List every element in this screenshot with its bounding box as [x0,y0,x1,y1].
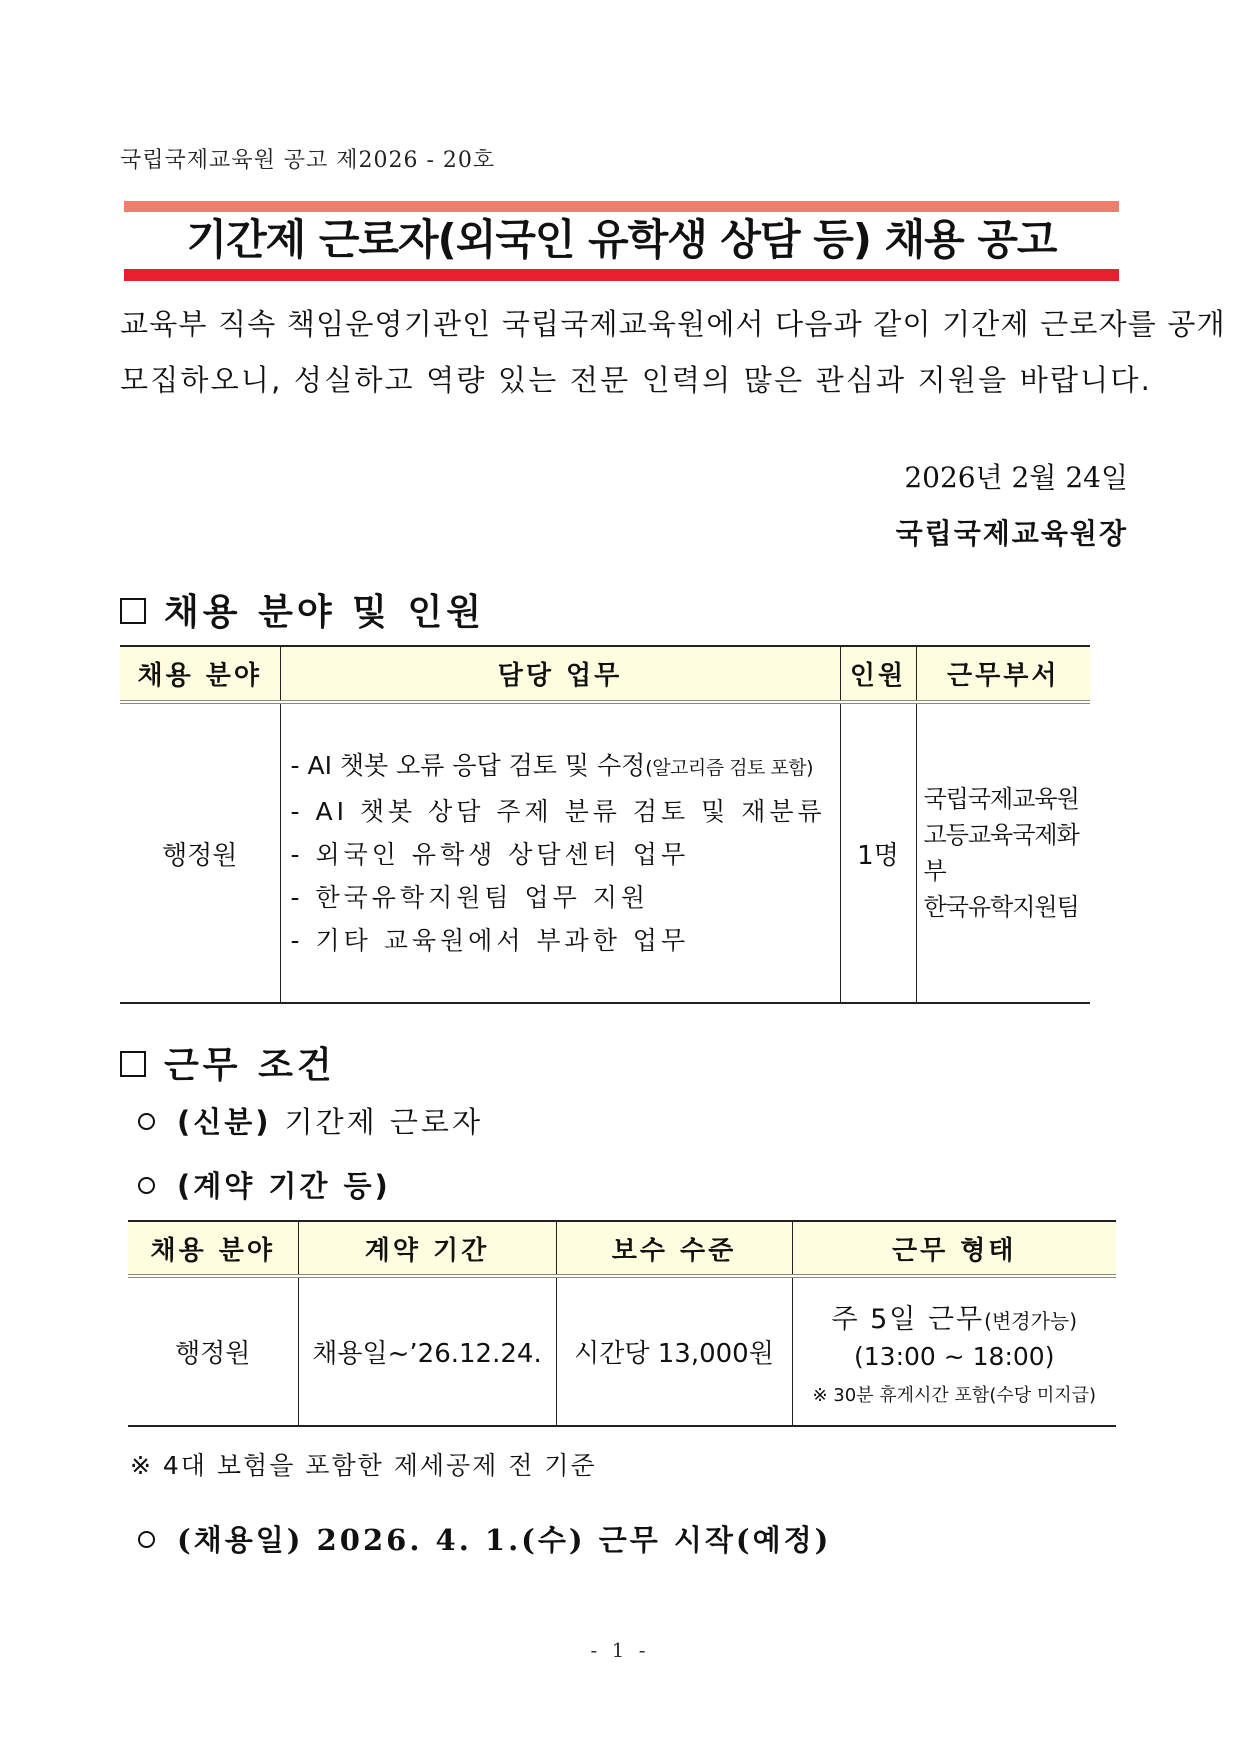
cell-duties [280,702,840,1003]
start-label: (채용일) [177,1523,304,1557]
duty-item [291,744,839,790]
intro-line-2: 모집하오니, 성실하고 역량 있는 전문 인력의 많은 관심과 지원을 바랍니다. [120,363,1153,397]
work-form-text: 주 5일 근무 [831,1303,985,1335]
table-row [120,702,1090,1003]
circle-bullet-icon [138,1113,155,1130]
duty-item: - AI 챗봇 상담 주제 분류 검토 및 재분류 [290,797,826,826]
header-count: 인원 [840,646,916,702]
intro-line-1: 교육부 직속 책임운영기관인 국립국제교육원에서 다음과 같이 기간제 근로자를 공개 [120,307,1226,341]
work-form-note: ※ 30분 휴게시간 포함(수당 미지급) [812,1384,1097,1406]
duty-text: - AI 챗봇 오류 응답 검토 및 수정 [290,751,646,780]
work-form-inline-note: (변경가능) [984,1308,1078,1333]
checkbox-square-icon [120,1051,146,1077]
duty-item: - 기타 교육원에서 부과한 업무 [290,926,690,955]
cell-period: 채용일~’26.12.24. [298,1276,556,1426]
section-title-text: 채용 분야 및 인원 [164,592,486,633]
work-form-main [794,1297,1116,1336]
document-title: 기간제 근로자(외국인 유학생 상담 등) 채용 공고 [186,215,1057,264]
header-field: 채용 분야 [128,1221,298,1276]
header-duties: 담당 업무 [280,646,840,702]
table-row [128,1276,1116,1426]
section-title-conditions [120,1037,336,1088]
bullet-start-date [138,1518,831,1559]
footnote: ※ 4대 보험을 포함한 제세공제 전 기준 [130,1451,597,1480]
header-pay: 보수 수준 [556,1221,792,1276]
table-header-row [120,646,1090,702]
work-hours: (13:00 ~ 18:00) [854,1341,1055,1371]
cell-count: 1명 [840,702,916,1003]
duty-item: - 한국유학지원팀 업무 지원 [290,883,650,912]
contract-label: (계약 기간 등) [177,1169,391,1203]
section-title-recruitment [120,584,485,635]
header-period: 계약 기간 [298,1221,556,1276]
bullet-contract [138,1164,391,1205]
header-department: 근무부서 [916,646,1090,702]
duty-item: - 외국인 유학생 상담센터 업무 [290,840,690,869]
table-header-row [128,1221,1116,1276]
conditions-table [128,1220,1116,1427]
duty-note: (알고리즘 검토 포함) [645,757,814,779]
department-line: 고등교육국제화부 [923,821,1079,885]
department-line: 국립국제교육원 [923,785,1079,813]
cell-field: 행정원 [120,702,280,1003]
status-label: (신분) [177,1105,272,1139]
section-title-text: 근무 조건 [164,1045,336,1086]
title-bar-bottom [124,269,1119,281]
notice-number: 국립국제교육원 공고 제2026 - 20호 [120,148,496,173]
circle-bullet-icon [138,1531,155,1548]
start-value: 2026. 4. 1.(수) 근무 시작(예정) [316,1523,832,1557]
recruitment-table [120,645,1090,1004]
notice-date: 2026년 2월 24일 [904,461,1128,494]
header-field: 채용 분야 [120,646,280,702]
page-number: - 1 - [590,1638,650,1662]
notice-issuer: 국립국제교육원장 [895,517,1128,550]
cell-field: 행정원 [128,1276,298,1426]
cell-department [916,702,1090,1003]
cell-pay: 시간당 13,000원 [556,1276,792,1426]
circle-bullet-icon [138,1177,155,1194]
checkbox-square-icon [120,598,146,624]
bullet-status [138,1100,483,1141]
status-value: 기간제 근로자 [284,1105,483,1139]
department-line: 한국유학지원팀 [923,893,1079,921]
cell-work-form [792,1276,1116,1426]
header-work-form: 근무 형태 [792,1221,1116,1276]
